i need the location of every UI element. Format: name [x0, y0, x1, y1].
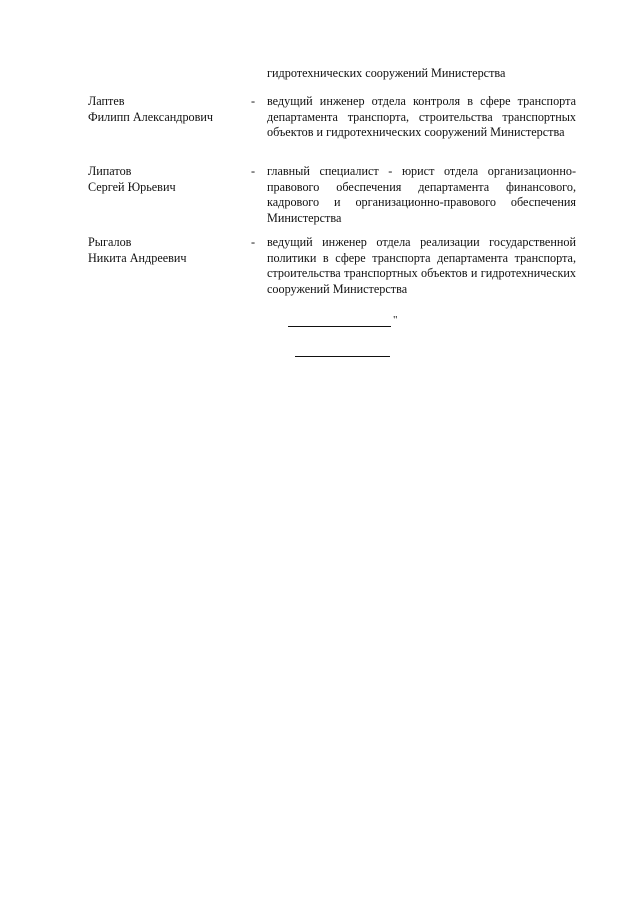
member-given-names: Филипп Александрович	[88, 109, 214, 124]
member-name	[88, 94, 238, 125]
member-position: главный специалист - юрист отдела организационно-правового обеспечения департамента финансового, кадрового и организационно-правового обеспечения Министерства	[267, 164, 576, 225]
member-given-names: Никита Андреевич	[88, 250, 187, 265]
separator-dash: -	[251, 235, 256, 249]
member-name	[88, 235, 238, 266]
member-name	[88, 164, 238, 195]
member-position: ведущий инженер отдела реализации государственной политики в сфере транспорта департамента транспорта, строительства транспортных объектов и гидротехнических сооружений Министерства	[267, 235, 576, 296]
separator-dash: -	[251, 94, 256, 108]
member-surname: Лаптев	[88, 94, 125, 108]
member-position: ведущий инженер отдела контроля в сфере транспорта департамента транспорта, строительства транспортных объектов и гидротехнических сооружений Министерства	[267, 94, 576, 140]
separator-dash: -	[251, 164, 256, 178]
signature-quote-mark: "	[393, 314, 398, 326]
member-surname: Липатов	[88, 164, 132, 178]
continuation-text: гидротехнических сооружений Министерства	[267, 66, 506, 80]
signature-line	[295, 356, 390, 357]
signature-line	[288, 326, 391, 327]
member-given-names: Сергей Юрьевич	[88, 179, 176, 194]
member-surname: Рыгалов	[88, 235, 132, 249]
